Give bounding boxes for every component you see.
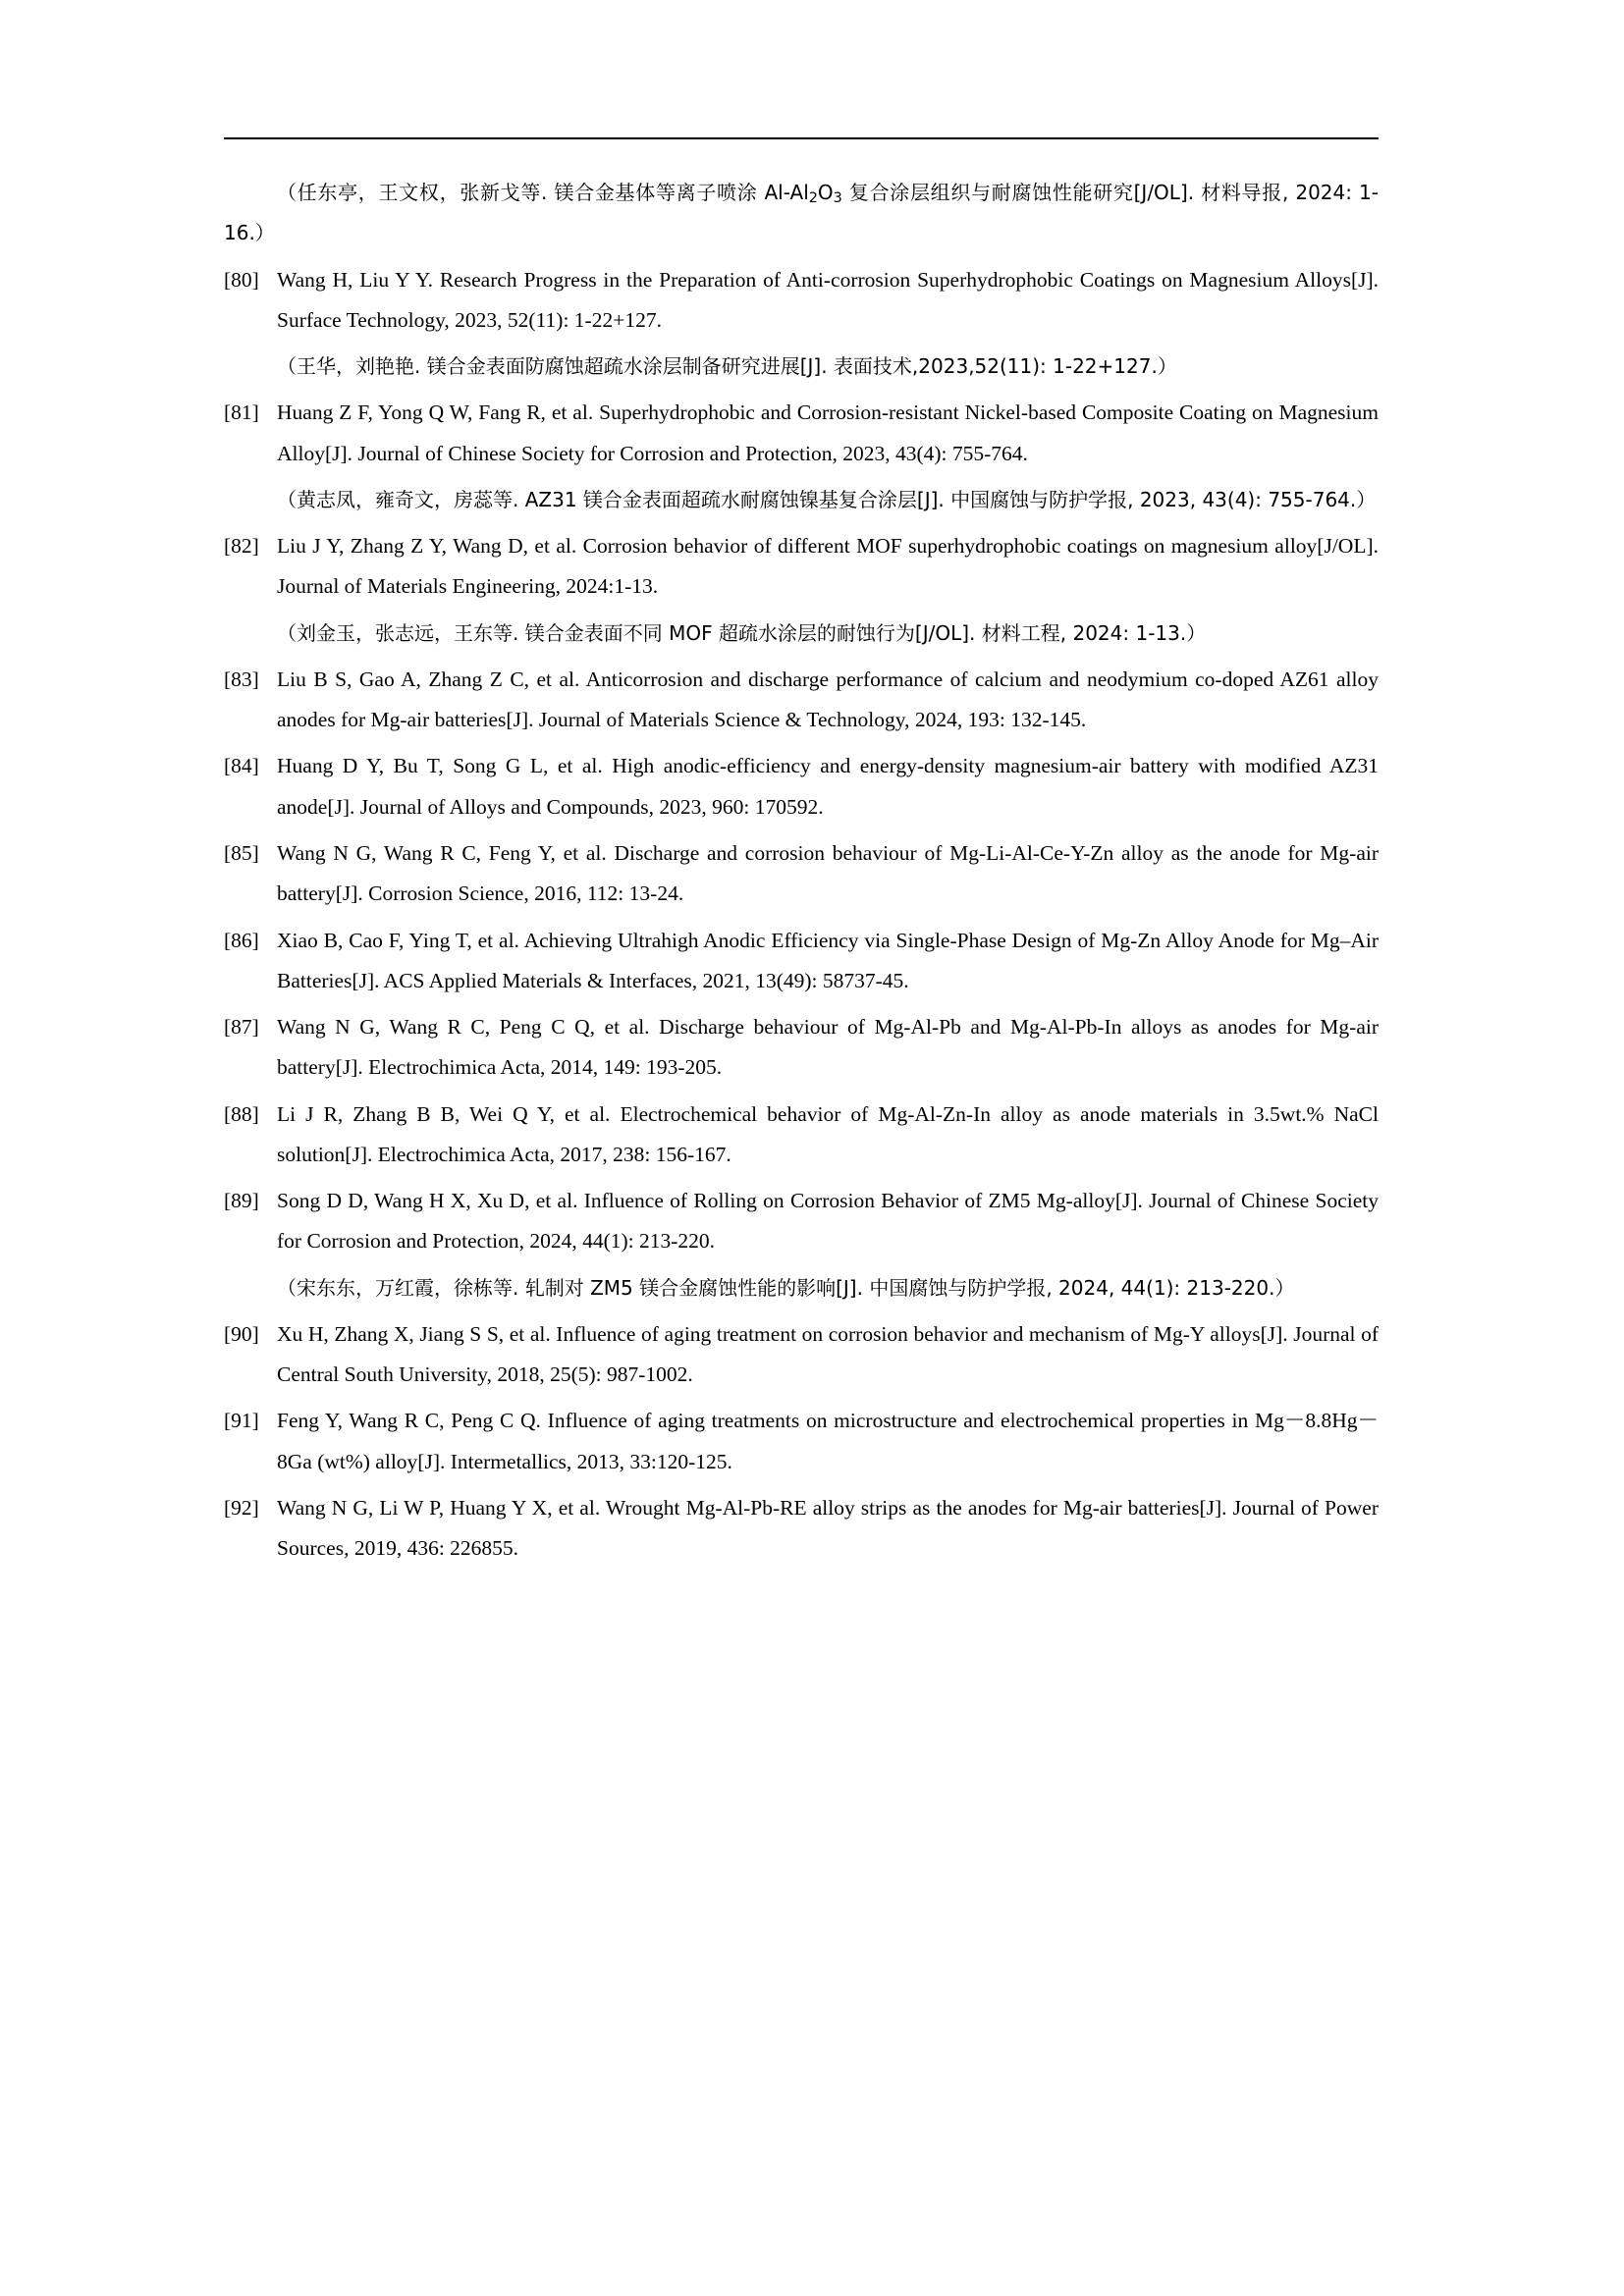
reference-marker: [92] xyxy=(224,1495,259,1520)
reference-entry xyxy=(224,1268,1379,1308)
reference-text: Song D D, Wang H X, Xu D, et al. Influence of Rolling on Corrosion Behavior of ZM5 Mg-alloy[J]. Journal of Chinese Society for Corrosion and Protection, 2024, 44(1): 213-220. xyxy=(277,1189,1379,1254)
header-rule xyxy=(224,137,1379,139)
reference-entry xyxy=(224,746,1379,828)
reference-text: Huang Z F, Yong Q W, Fang R, et al. Superhydrophobic and Corrosion-resistant Nickel-based Composite Coating on Magnesium Alloy[J]. Journal of Chinese Society for Corrosion and Protection, 2023, 43(4): 755-764. xyxy=(277,400,1379,465)
reference-text: Xu H, Zhang X, Jiang S S, et al. Influence of aging treatment on corrosion behavior and mechanism of Mg-Y alloys[J]. Journal of Central South University, 2018, 25(5): 987-1002. xyxy=(277,1321,1379,1387)
reference-marker: [83] xyxy=(224,667,259,691)
reference-entry xyxy=(224,833,1379,915)
reference-text: Xiao B, Cao F, Ying T, et al. Achieving Ultrahigh Anodic Efficiency via Single-Phase Design of Mg-Zn Alloy Anode for Mg–Air Batteries[J]. ACS Applied Materials & Interfaces, 2021, 13(49): 58737-45. xyxy=(277,928,1379,992)
reference-marker: [89] xyxy=(224,1189,259,1213)
reference-text: （刘金玉，张志远，王东等. 镁合金表面不同 MOF 超疏水涂层的耐蚀行为[J/OL]. 材料工程, 2024: 1-13.） xyxy=(277,620,1207,645)
reference-entry xyxy=(224,526,1379,608)
reference-entry xyxy=(224,260,1379,342)
reference-entry xyxy=(224,614,1379,654)
reference-marker: [87] xyxy=(224,1015,259,1040)
reference-text: （王华，刘艳艳. 镁合金表面防腐蚀超疏水涂层制备研究进展[J]. 表面技术,2023,52(11): 1-22+127.） xyxy=(277,354,1177,379)
reference-text: （任东亭，王文权，张新戈等. 镁合金基体等离子喷涂 $Al-Al_2O_3$ 复合涂层组织与耐腐蚀性能研究[J/OL]. 材料导报, 2024: 1-16.） xyxy=(224,181,1379,245)
reference-marker: [80] xyxy=(224,267,259,292)
reference-marker: [81] xyxy=(224,400,259,425)
reference-marker: [88] xyxy=(224,1101,259,1126)
reference-text: Liu B S, Gao A, Zhang Z C, et al. Anticorrosion and discharge performance of calcium and neodymium co-doped AZ61 alloy anodes for Mg-air batteries[J]. Journal of Materials Science & Technology, 2024, 193: 132-145. xyxy=(277,667,1379,732)
reference-marker: [82] xyxy=(224,534,259,559)
reference-text: Wang N G, Wang R C, Peng C Q, et al. Discharge behaviour of Mg-Al-Pb and Mg-Al-Pb-In alloys as anodes for Mg-air battery[J]. Electrochimica Acta, 2014, 149: 193-205. xyxy=(277,1015,1379,1080)
references-list xyxy=(224,137,1379,1575)
reference-text: （黄志凤，雍奇文，房蕊等. AZ31 镁合金表面超疏水耐腐蚀镍基复合涂层[J]. 中国腐蚀与防护学报, 2023, 43(4): 755-764.） xyxy=(277,487,1377,511)
reference-marker: [90] xyxy=(224,1321,259,1346)
reference-text: （宋东东，万红霞，徐栋等. 轧制对 ZM5 镁合金腐蚀性能的影响[J]. 中国腐蚀与防护学报, 2024, 44(1): 213-220.） xyxy=(277,1275,1295,1300)
reference-text: Wang H, Liu Y Y. Research Progress in the Preparation of Anti-corrosion Superhydrophobic Coatings on Magnesium Alloys[J]. Surface Technology, 2023, 52(11): 1-22+127. xyxy=(277,267,1379,332)
reference-marker: [85] xyxy=(224,840,259,865)
reference-text: Feng Y, Wang R C, Peng C Q. Influence of aging treatments on microstructure and electrochemical properties in Mg－8.8Hg－8Ga (wt%) alloy[J]. Intermetallics, 2013, 33:120-125. xyxy=(277,1409,1379,1473)
reference-entry xyxy=(224,1401,1379,1482)
reference-marker: [86] xyxy=(224,928,259,952)
reference-entry xyxy=(224,1314,1379,1396)
reference-marker: [84] xyxy=(224,754,259,778)
reference-text: Wang N G, Li W P, Huang Y X, et al. Wrought Mg-Al-Pb-RE alloy strips as the anodes for Mg-air batteries[J]. Journal of Power Sources, 2019, 436: 226855. xyxy=(277,1495,1379,1561)
reference-marker: [91] xyxy=(224,1409,259,1433)
reference-entry xyxy=(224,660,1379,741)
reference-entry xyxy=(224,480,1379,520)
reference-entry xyxy=(224,173,1379,254)
reference-entry xyxy=(224,921,1379,1002)
reference-entry xyxy=(224,1488,1379,1570)
reference-entry xyxy=(224,1007,1379,1089)
reference-entry xyxy=(224,347,1379,387)
reference-entry xyxy=(224,393,1379,474)
reference-text: Huang D Y, Bu T, Song G L, et al. High anodic-efficiency and energy-density magnesium-air battery with modified AZ31 anode[J]. Journal of Alloys and Compounds, 2023, 960: 170592. xyxy=(277,754,1379,819)
reference-text: Li J R, Zhang B B, Wei Q Y, et al. Electrochemical behavior of Mg-Al-Zn-In alloy as anode materials in 3.5wt.% NaCl solution[J]. Electrochimica Acta, 2017, 238: 156-167. xyxy=(277,1101,1379,1166)
reference-text: Liu J Y, Zhang Z Y, Wang D, et al. Corrosion behavior of different MOF superhydrophobic coatings on magnesium alloy[J/OL]. Journal of Materials Engineering, 2024:1-13. xyxy=(277,534,1379,599)
reference-entry xyxy=(224,1095,1379,1176)
reference-text: Wang N G, Wang R C, Feng Y, et al. Discharge and corrosion behaviour of Mg-Li-Al-Ce-Y-Zn alloy as the anode for Mg-air battery[J]. Corrosion Science, 2016, 112: 13-24. xyxy=(277,840,1379,906)
reference-entry xyxy=(224,1181,1379,1262)
